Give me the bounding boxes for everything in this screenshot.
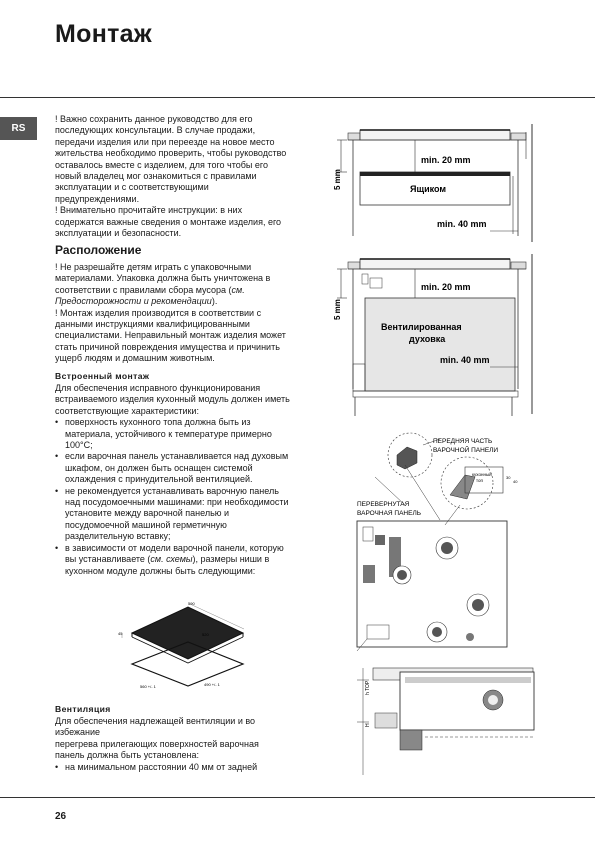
dim-top-label: 590 (188, 601, 195, 606)
intro-paragraph-2: ! Внимательно прочитайте инструкции: в них содержатся важные сведения о монтаже изделия, его эксплуатации и безопасности. (55, 205, 282, 239)
min-40-label: min. 40 mm (440, 355, 490, 365)
h-top-label: h TOP (365, 680, 371, 695)
builtin-text (55, 383, 290, 577)
hob-body (360, 259, 510, 269)
5mm-label: 5 mm (333, 299, 342, 320)
dim-b-label: 40 (513, 479, 518, 484)
dim-left-label: 45 (118, 631, 123, 636)
clip-installation-diagram (345, 425, 540, 780)
min-20-label: min. 20 mm (421, 282, 471, 292)
worktop-left (348, 133, 360, 140)
placement-text (55, 262, 290, 365)
oven-box (365, 298, 515, 391)
hob-top-surface (132, 607, 243, 659)
drawer-label: Ящиком (410, 184, 447, 194)
builtin-heading: Встроенный монтаж (55, 371, 150, 381)
list-item: • в зависимости от модели варочной панели, которую вы устанавливаете (см. схемы), размеры ниши в кухонном модуле должны быть следующими: (55, 543, 290, 577)
min-20-label: min. 20 mm (421, 155, 471, 165)
inverted-hob-label-1: ПЕРЕВЕРНУТАЯ (357, 501, 410, 508)
title-rule (0, 97, 595, 98)
oven-label-line1: Вентилированная (381, 322, 462, 332)
footer-rule (0, 797, 595, 798)
placement-paragraph-2: ! Монтаж изделия производится в соответствии с данными инструкциями квалифицированными специалистами. Неправильный монтаж изделия может стать причиной повреждения имущества и причинить ущерб людям и домашним животным. (55, 307, 286, 364)
ventilation-paragraph-2: перегрева прилегающих поверхностей варочная панель должна быть установлена: (55, 738, 259, 761)
ventilation-heading: Вентиляция (55, 704, 111, 714)
dim-bottom-right-label: 490 +/- 1 (204, 682, 220, 687)
page-number: 26 (55, 811, 67, 822)
dim-bottom-left-label: 560 +/- 1 (140, 684, 156, 689)
min-40-label: min. 40 mm (437, 219, 487, 229)
oven-label-line2: духовка (409, 334, 446, 344)
ventilation-paragraph-1: Для обеспечения надлежащей вентиляции и во избежание (55, 716, 256, 738)
front-panel-label-2: ВАРОЧНОЙ ПАНЕЛИ (433, 447, 499, 454)
placement-paragraph-1: ! Не разрешайте детям играть с упаковочными материалами. Упаковка должна быть уничтожена в соответствии с правилами сбора мусора (см. Предосторожности и рекомендации). (55, 262, 271, 307)
language-tab: RS (0, 117, 37, 140)
ventilation-list (55, 762, 290, 773)
list-item: • если варочная панель устанавливается над духовым шкафом, он должен быть оснащен системой охлаждения с принудительной вентиляцией. (55, 451, 290, 485)
list-item: • не рекомендуется устанавливать варочную панель над посудомоечными машинами: при необходимости установите между варочной панелью и посудомоечной машиной герметичную разделительную вставку; (55, 486, 290, 543)
dim-a-label: 30 (506, 475, 511, 480)
builtin-intro: Для обеспечения исправного функционирования встраиваемого изделия кухонный модуль должен иметь соответствующие характеристики: (55, 383, 290, 416)
inverted-hob-label-2: ВАРОЧНАЯ ПАНЕЛЬ (357, 510, 421, 517)
dim-right-label: 520 (202, 632, 209, 637)
hob-dimensions-diagram (110, 600, 260, 695)
list-item: • поверхность кухонного топа должна быть из материала, устойчивого к температуре примерно 100°С; (55, 417, 290, 451)
list-item: • на минимальном расстоянии 40 мм от задней (55, 762, 290, 773)
ventilation-text (55, 716, 290, 773)
builtin-list (55, 417, 290, 577)
clip-icon (397, 447, 417, 469)
oven-installation-diagram (325, 254, 555, 420)
worktop-label-2: топ (476, 478, 483, 483)
drawer-installation-diagram (325, 124, 555, 242)
worktop-label-1: кухонный (472, 472, 492, 477)
worktop-right (511, 133, 526, 140)
placement-heading: Расположение (55, 243, 142, 257)
intro-paragraph-1: ! Важно сохранить данное руководство для его последующих консультации. В случае продажи, передачи изделия или при переезде на новое место жительства необходимо проверить, чтобы руководство оставалось вместе с изделием, для того чтобы его новый владелец мог ознакомиться с правилами эксплуатации и с соответствующими предупреждениями. (55, 114, 287, 204)
h-label: H (365, 723, 371, 727)
page-title: Монтаж (55, 20, 152, 48)
intro-text (55, 114, 290, 239)
hob-body (360, 130, 510, 140)
front-panel-label-1: ПЕРЕДНЯЯ ЧАСТЬ (433, 438, 493, 445)
5mm-label: 5 mm (333, 169, 342, 190)
